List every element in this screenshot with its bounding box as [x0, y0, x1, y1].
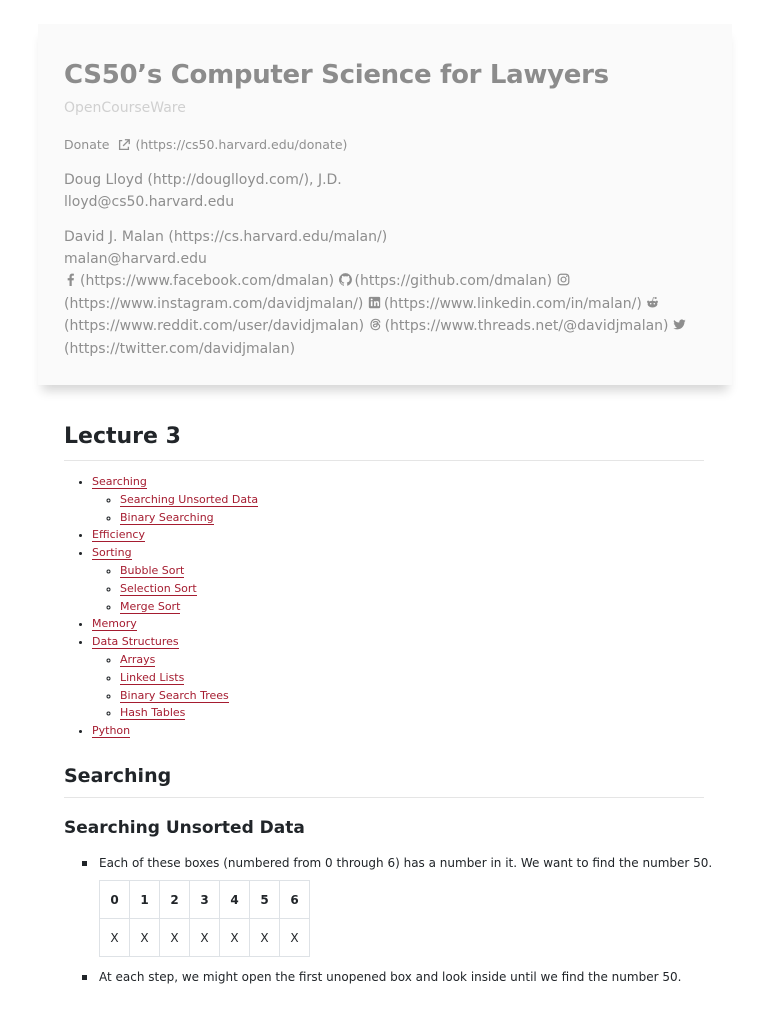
- table-header-cell: 5: [250, 881, 280, 919]
- instagram-icon: [557, 273, 570, 286]
- table-of-contents: [64, 473, 258, 740]
- bullet-marker: [82, 861, 87, 866]
- table-header-cell: 4: [220, 881, 250, 919]
- toc-link-selection-sort[interactable]: Selection Sort: [120, 581, 197, 595]
- toc-link-linked-lists[interactable]: Linked Lists: [120, 670, 185, 684]
- toc-link-hash-tables[interactable]: Hash Tables: [120, 706, 186, 720]
- toc-link-efficiency[interactable]: Efficiency: [92, 528, 145, 542]
- table-header-cell: 1: [130, 881, 160, 919]
- reddit-link[interactable]: (https://www.reddit.com/user/davidjmalan): [64, 296, 662, 335]
- github-link[interactable]: (https://github.com/dmalan): [339, 273, 553, 289]
- david-email[interactable]: malan@harvard.edu: [64, 251, 207, 267]
- linkedin-icon: [368, 296, 381, 309]
- boxes-table: [99, 880, 310, 957]
- paragraph-boxes-intro: Each of these boxes (numbered from 0 through 6) has a number in it. We want to find the number 50.: [99, 856, 713, 870]
- toc-subitem: [120, 598, 258, 616]
- toc-link-searching[interactable]: Searching: [92, 475, 147, 488]
- toc-link-binary-searching[interactable]: Binary Searching: [120, 510, 214, 524]
- toc-subitem: [120, 509, 258, 527]
- threads-link[interactable]: (https://www.threads.net/@davidjmalan): [369, 318, 669, 334]
- table-header-cell: 6: [280, 881, 310, 919]
- table-cell: X: [190, 919, 220, 957]
- donate-link[interactable]: [64, 137, 347, 152]
- instagram-link[interactable]: (https://www.instagram.com/davidjmalan/): [64, 295, 364, 312]
- doug-name-link[interactable]: Doug Lloyd (http://douglloyd.com/), J.D.: [64, 172, 342, 188]
- toc-subitem: [120, 669, 258, 687]
- toc-link-arrays[interactable]: Arrays: [120, 652, 156, 666]
- toc-subitem: [120, 562, 258, 580]
- toc-item: [92, 615, 258, 633]
- linkedin-link[interactable]: (https://www.linkedin.com/in/malan/): [368, 296, 642, 312]
- table-cell: X: [130, 919, 160, 957]
- toc-subitem: [120, 704, 258, 722]
- donate-url[interactable]: (https://cs50.harvard.edu/donate): [135, 137, 348, 152]
- instructor-doug: [64, 169, 342, 213]
- toc-item: [92, 526, 258, 544]
- toc-link-binary-search-trees[interactable]: Binary Search Trees: [120, 688, 229, 702]
- toc-subitem: [120, 491, 258, 509]
- david-name-link[interactable]: David J. Malan (https://cs.harvard.edu/malan/): [64, 229, 388, 245]
- table-header-cell: 3: [190, 881, 220, 919]
- divider: [64, 460, 704, 461]
- course-title[interactable]: CS50’s Computer Science for Lawyers: [64, 60, 609, 90]
- threads-icon: [369, 318, 382, 331]
- toc-link-python[interactable]: Python: [92, 724, 131, 738]
- toc-link-merge-sort[interactable]: Merge Sort: [120, 599, 181, 613]
- toc-item: [92, 544, 258, 615]
- table-cell: X: [160, 919, 190, 957]
- table-cell: X: [280, 919, 310, 957]
- table-cell: X: [250, 919, 280, 957]
- reddit-icon: [646, 296, 659, 309]
- twitter-icon: [673, 318, 686, 331]
- bullet-marker: [82, 975, 87, 980]
- facebook-link[interactable]: (https://www.facebook.com/dmalan): [64, 273, 334, 289]
- external-link-icon: [117, 138, 131, 152]
- twitter-link[interactable]: (https://twitter.com/davidjmalan): [64, 318, 689, 357]
- toc-item: [92, 473, 258, 526]
- toc-item: [92, 722, 258, 740]
- table-cell: X: [100, 919, 130, 957]
- paragraph-open-boxes: At each step, we might open the first unopened box and look inside until we find the number 50.: [99, 970, 682, 984]
- toc-link-data-structures[interactable]: Data Structures: [92, 635, 179, 649]
- table-header-cell: 2: [160, 881, 190, 919]
- table-header-row: [100, 881, 310, 919]
- subsection-heading-unsorted: Searching Unsorted Data: [64, 818, 305, 838]
- course-subtitle: OpenCourseWare: [64, 100, 186, 116]
- doug-email[interactable]: lloyd@cs50.harvard.edu: [64, 194, 235, 210]
- social-links: [64, 270, 704, 360]
- donate-label[interactable]: Donate: [64, 137, 110, 152]
- toc-link-bubble-sort[interactable]: Bubble Sort: [120, 563, 185, 577]
- instructor-david: [64, 226, 387, 270]
- table-row: [100, 919, 310, 957]
- divider: [64, 797, 704, 798]
- table-header-cell: 0: [100, 881, 130, 919]
- github-icon: [339, 273, 352, 286]
- toc-subitem: [120, 580, 258, 598]
- toc-link-sorting[interactable]: Sorting: [92, 546, 132, 560]
- facebook-icon: [64, 273, 77, 286]
- lecture-title: Lecture 3: [64, 424, 181, 449]
- section-heading-searching: Searching: [64, 765, 172, 787]
- toc-item: [92, 633, 258, 722]
- toc-subitem: [120, 687, 258, 705]
- toc-link-searching-unsorted-data[interactable]: Searching Unsorted Data: [120, 492, 259, 506]
- toc-subitem: [120, 651, 258, 669]
- toc-link-memory[interactable]: Memory: [92, 617, 137, 631]
- table-cell: X: [220, 919, 250, 957]
